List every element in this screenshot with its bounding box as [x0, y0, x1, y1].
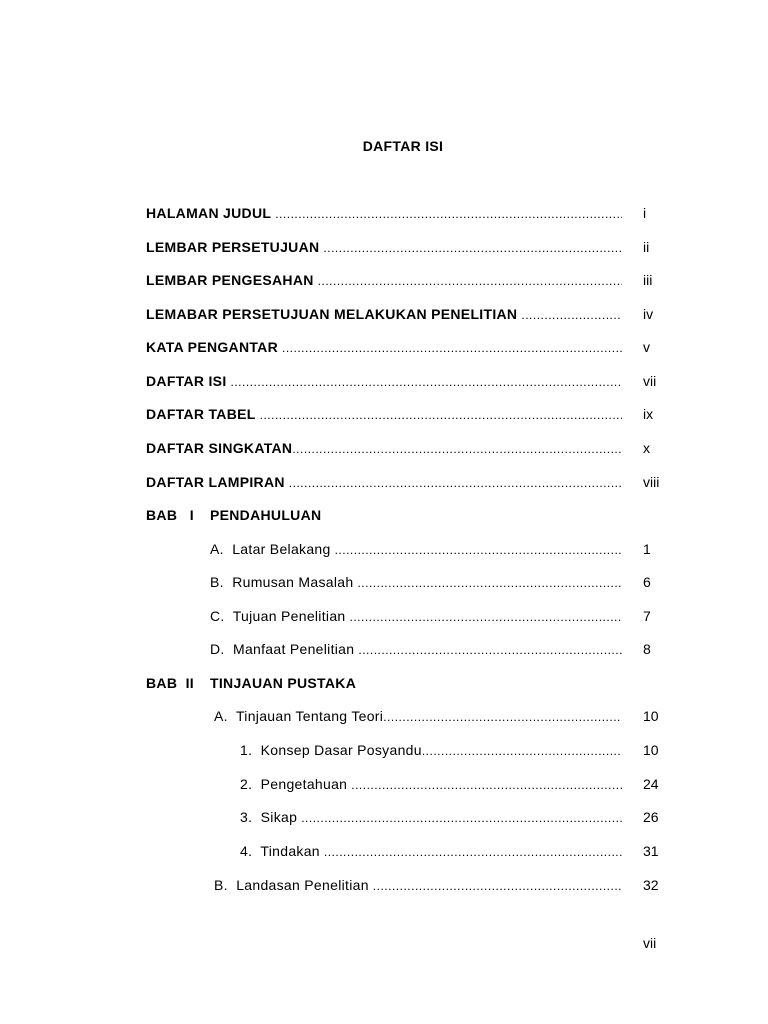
page-title: DAFTAR ISI — [362, 138, 444, 154]
page-folio: vii — [643, 935, 657, 951]
toc-leader — [282, 339, 622, 357]
chapter-number: BAB I — [146, 507, 194, 523]
toc-page-number: 10 — [643, 742, 659, 758]
toc-page-number: vii — [643, 373, 657, 389]
toc-leader — [318, 272, 622, 290]
toc-page-number: 6 — [643, 574, 651, 590]
toc-leader — [324, 843, 622, 861]
toc-leader — [373, 877, 622, 895]
toc-page-number: 32 — [643, 877, 659, 893]
toc-entry — [146, 473, 622, 491]
toc-entry-label: B. Landasan Penelitian — [214, 877, 369, 893]
toc-entry — [146, 338, 622, 356]
toc-leader — [323, 239, 622, 257]
toc-leader — [231, 373, 622, 391]
toc-entry-label: HALAMAN JUDUL — [146, 205, 272, 221]
chapter-number: BAB II — [146, 675, 194, 691]
toc-leader — [260, 406, 622, 424]
toc-page-number: iii — [643, 272, 653, 288]
toc-entry-label: 1. Konsep Dasar Posyandu — [240, 742, 422, 758]
toc-page-number: i — [643, 205, 647, 221]
toc-leader — [335, 541, 622, 559]
toc-page-number: ix — [643, 406, 654, 422]
toc-entry — [146, 405, 622, 423]
toc-leader — [292, 440, 622, 458]
toc-entry — [210, 640, 622, 658]
toc-entry-label: DAFTAR ISI — [146, 373, 227, 389]
toc-entry-label: LEMBAR PENGESAHAN — [146, 272, 314, 288]
toc-entry-label: LEMBAR PERSETUJUAN — [146, 239, 320, 255]
toc-entry — [146, 305, 622, 323]
chapter-heading — [146, 674, 356, 692]
toc-leader — [358, 641, 622, 659]
toc-entry — [210, 573, 622, 591]
toc-entry-label: B. Rumusan Masalah — [210, 574, 354, 590]
toc-leader — [351, 776, 622, 794]
toc-entry-label: 3. Sikap — [240, 809, 298, 825]
toc-entry — [210, 607, 622, 625]
toc-page-number: 1 — [643, 541, 651, 557]
toc-entry — [146, 204, 622, 222]
toc-page-number: 10 — [643, 708, 659, 724]
toc-entry-label: DAFTAR TABEL — [146, 406, 256, 422]
toc-entry-label: KATA PENGANTAR — [146, 339, 279, 355]
toc-entry-label: DAFTAR LAMPIRAN — [146, 474, 285, 490]
toc-entry — [146, 238, 622, 256]
toc-leader — [383, 708, 622, 726]
chapter-title: PENDAHULUAN — [210, 507, 322, 523]
toc-entry — [240, 808, 622, 826]
toc-page-number: ii — [643, 239, 650, 255]
toc-leader — [350, 608, 623, 626]
toc-entry — [240, 741, 622, 759]
toc-entry-label: A. Tinjauan Tentang Teori — [214, 708, 384, 724]
toc-entry — [240, 842, 622, 860]
toc-page-number: 7 — [643, 608, 651, 624]
toc-entry — [240, 775, 622, 793]
toc-leader — [275, 205, 622, 223]
toc-entry-label: 2. Pengetahuan — [240, 776, 348, 792]
toc-entry-label: C. Tujuan Penelitian — [210, 608, 346, 624]
toc-page-number: 24 — [643, 776, 659, 792]
toc-leader — [301, 809, 622, 827]
toc-entry-label: DAFTAR SINGKATAN — [146, 440, 293, 456]
toc-page-number: x — [643, 440, 650, 456]
chapter-heading — [146, 506, 321, 524]
toc-entry-label: D. Manfaat Penelitian — [210, 641, 355, 657]
toc-entry-label: LEMABAR PERSETUJUAN MELAKUKAN PENELITIAN — [146, 306, 518, 322]
toc-page-number: v — [643, 339, 650, 355]
toc-page-number: 8 — [643, 641, 651, 657]
chapter-title: TINJAUAN PUSTAKA — [210, 675, 357, 691]
toc-entry-label: 4. Tindakan — [240, 843, 320, 859]
toc-entry — [146, 271, 622, 289]
toc-page-number: 26 — [643, 809, 659, 825]
toc-entry — [146, 439, 622, 457]
toc-leader — [422, 742, 622, 760]
toc-entry-label: A. Latar Belakang — [210, 541, 331, 557]
toc-entry — [214, 876, 622, 894]
toc-leader — [357, 574, 622, 592]
toc-page-number: viii — [643, 474, 660, 490]
toc-leader — [521, 306, 622, 324]
toc-page-number: 31 — [643, 843, 659, 859]
toc-entry — [214, 707, 622, 725]
toc-page-number: iv — [643, 306, 654, 322]
toc-entry — [210, 540, 622, 558]
toc-leader — [289, 474, 622, 492]
toc-entry — [146, 372, 622, 390]
